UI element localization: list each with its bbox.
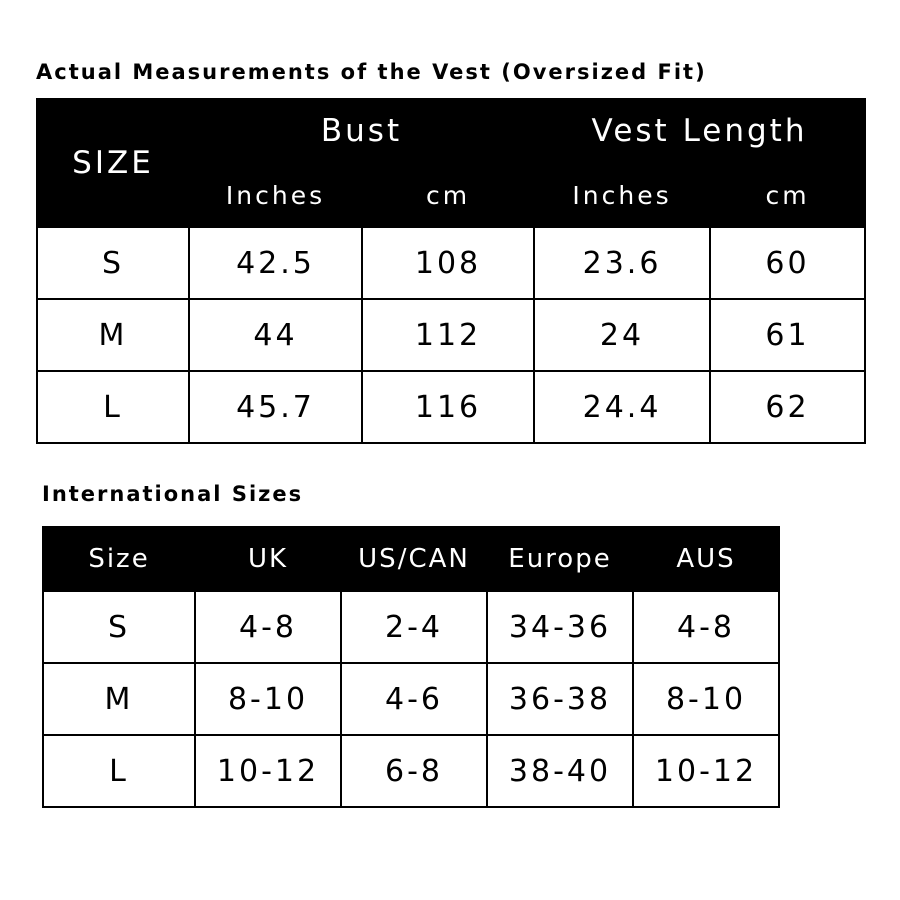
unit-header: Inches: [189, 163, 362, 227]
international-sizes-table: [42, 526, 780, 808]
size-cell: S: [37, 227, 189, 299]
bust-cm-cell: 116: [362, 371, 534, 443]
bust-inches-cell: 44: [189, 299, 362, 371]
size-header: SIZE: [37, 99, 189, 227]
measurements-table: [36, 98, 866, 444]
table-row: [43, 663, 779, 735]
bust-cm-cell: 108: [362, 227, 534, 299]
measurements-title: Actual Measurements of the Vest (Oversized Fit): [36, 60, 707, 84]
unit-header: cm: [710, 163, 865, 227]
table-cell: 4-6: [341, 663, 487, 735]
length-cm-cell: 60: [710, 227, 865, 299]
table-cell: 4-8: [195, 591, 341, 663]
column-header: Size: [43, 527, 195, 591]
bust-inches-cell: 42.5: [189, 227, 362, 299]
table-cell: 36-38: [487, 663, 633, 735]
table-cell: 8-10: [633, 663, 779, 735]
column-header: UK: [195, 527, 341, 591]
column-header: AUS: [633, 527, 779, 591]
length-cm-cell: 62: [710, 371, 865, 443]
length-cm-cell: 61: [710, 299, 865, 371]
column-header: Europe: [487, 527, 633, 591]
table-row: [37, 227, 865, 299]
table-cell: 38-40: [487, 735, 633, 807]
vest-length-header: Vest Length: [534, 99, 865, 163]
unit-header: Inches: [534, 163, 710, 227]
table-row: [37, 371, 865, 443]
table-row: [37, 299, 865, 371]
table-cell: 4-8: [633, 591, 779, 663]
size-cell: L: [37, 371, 189, 443]
length-inches-cell: 24.4: [534, 371, 710, 443]
unit-header: cm: [362, 163, 534, 227]
table-row: [43, 735, 779, 807]
table-cell: 10-12: [633, 735, 779, 807]
bust-header: Bust: [189, 99, 534, 163]
table-cell: L: [43, 735, 195, 807]
table-cell: 34-36: [487, 591, 633, 663]
bust-inches-cell: 45.7: [189, 371, 362, 443]
length-inches-cell: 24: [534, 299, 710, 371]
table-cell: 8-10: [195, 663, 341, 735]
length-inches-cell: 23.6: [534, 227, 710, 299]
bust-cm-cell: 112: [362, 299, 534, 371]
column-header: US/CAN: [341, 527, 487, 591]
table-cell: S: [43, 591, 195, 663]
table-cell: 6-8: [341, 735, 487, 807]
size-cell: M: [37, 299, 189, 371]
table-row: [43, 591, 779, 663]
table-cell: 2-4: [341, 591, 487, 663]
international-title: International Sizes: [42, 482, 304, 506]
table-cell: M: [43, 663, 195, 735]
table-cell: 10-12: [195, 735, 341, 807]
